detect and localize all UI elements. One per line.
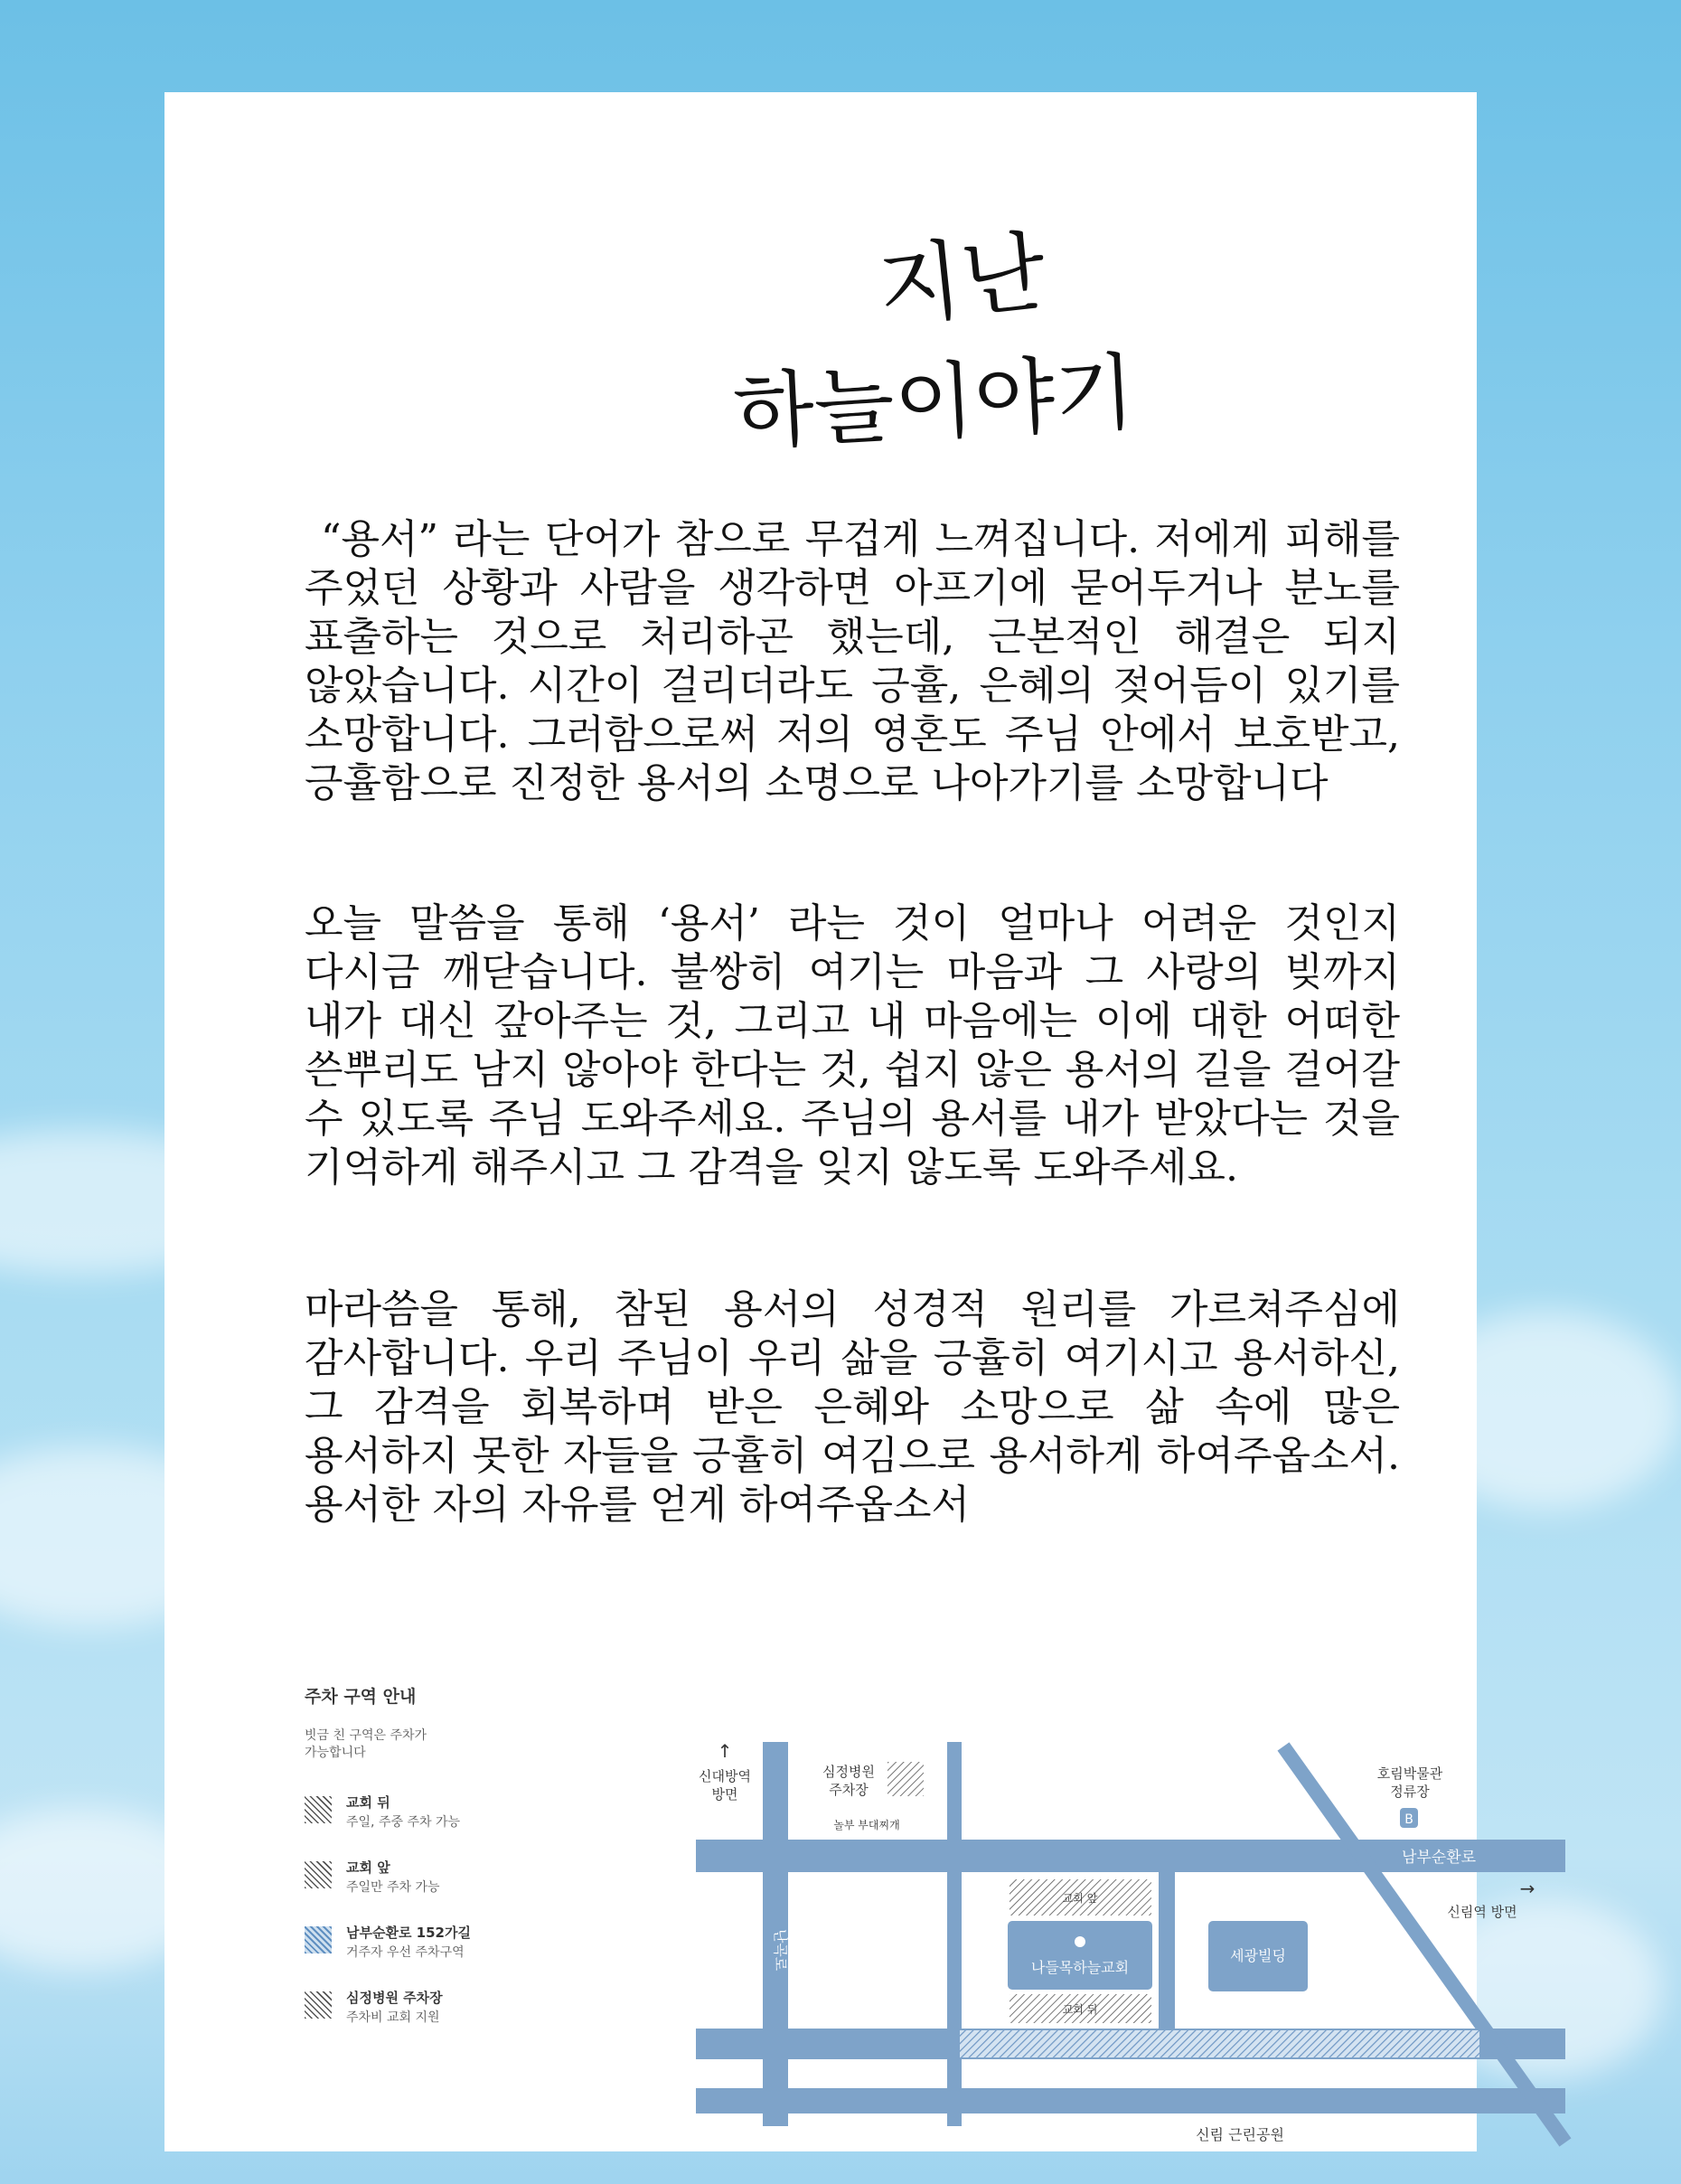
- hatch-swatch: [305, 1991, 332, 2019]
- hatch-swatch: [305, 1861, 332, 1888]
- bus-stop-letter: B: [1404, 1812, 1413, 1827]
- label-nangok-road: 난곡로: [772, 1928, 789, 1972]
- page-card: [164, 92, 1535, 2151]
- parking-item-desc: 주차비 교회 지원: [346, 2010, 440, 2025]
- parking-item-name: 교회 앞: [346, 1859, 390, 1876]
- blue-hatch-swatch: [305, 1926, 332, 1953]
- parking-map: [526, 1656, 1535, 2143]
- sindaebang-arrow-icon: ↑: [717, 1740, 733, 1762]
- title-line2: 하늘이야기: [731, 344, 1138, 462]
- label-park: 신림 근린공원: [1196, 2126, 1284, 2143]
- parking-item-name: 교회 뒤: [346, 1794, 390, 1811]
- parking-item-desc: 주일, 주중 주차 가능: [346, 1815, 460, 1830]
- paragraph-1: “용서” 라는 단어가 참으로 무겁게 느껴집니다. 저에게 피해를 주었던 상황과 사람을 생각하면 아프기에 묻어두거나 분노를 표출하는 것으로 처리하곤 했는데, 근본적인 해결은 되지 않았습니다. 시간이 걸리더라도 긍휼, 은혜의 젖어듬이 있기를 소망합니다. 그러함으로써 저의 영혼도 주님 안에서 보호받고, 긍휼함으로 진정한 용서의 소명으로 나아가기를 소망합니다: [305, 516, 1400, 806]
- hatch-swatch: [305, 1796, 332, 1823]
- parking-item-name: 심정병원 주차장: [346, 1990, 443, 2006]
- label-sillim-station: 신림역 방면: [1447, 1904, 1517, 1920]
- label-church-front: 교회 앞: [1062, 1892, 1098, 1905]
- parking-item-name: 남부순환로 152가길: [346, 1925, 471, 1941]
- parking-item-desc: 거주자 우선 주차구역: [346, 1945, 465, 1960]
- label-hospital: 심정병원: [822, 1764, 875, 1780]
- road-church-side: [1159, 1872, 1175, 2029]
- calligraphy-title: [707, 201, 1195, 490]
- label-segwang: 세광빌딩: [1230, 1947, 1286, 1964]
- label-sindaebang: 신대방역: [699, 1768, 751, 1784]
- label-sindaebang-direction: 방면: [711, 1786, 738, 1803]
- parking-nambu-152: [960, 2030, 1479, 2057]
- label-museum: 호림박물관: [1376, 1765, 1443, 1782]
- church-building: [1008, 1921, 1152, 1990]
- parking-subtitle: 빗금 친 구역은 주차가 가능합니다: [305, 1728, 427, 1760]
- paragraph-2: 오늘 말씀을 통해 ‘용서’ 라는 것이 얼마나 어려운 것인지 다시금 깨닫습니다. 불쌍히 여기는 마음과 그 사랑의 빚까지 내가 대신 갚아주는 것, 그리고 내 마음에는 이에 대한 어떠한 쓴뿌리도 남지 않아야 한다는 것, 쉽지 않은 용서의 길을 걸어갈 수 있도록 주님 도와주세요. 주님의 용서를 내가 받았다는 것을 기억하게 해주시고 그 감격을 잊지 않도록 도와주세요.: [305, 900, 1400, 1191]
- label-hospital-parking: 주차장: [829, 1782, 869, 1798]
- paragraph-3: 마라씀을 통해, 참된 용서의 성경적 원리를 가르쳐주심에 감사합니다. 우리 주님이 우리 삶을 긍휼히 여기시고 용서하신, 그 감격을 회복하며 받은 은혜와 소망으로 삶 속에 많은 용서하지 못한 자들을 긍휼히 여김으로 용서하게 하여주옵소서. 용서한 자의 자유를 얻게 하여주옵소서: [305, 1286, 1400, 1528]
- sillim-arrow-icon: →: [1519, 1878, 1535, 1899]
- label-nambu-road: 남부순환로: [1401, 1849, 1477, 1867]
- parking-hospital: [887, 1762, 924, 1796]
- label-church: 나들목하늘교회: [1030, 1959, 1130, 1976]
- parking-item-desc: 주일만 주차 가능: [346, 1880, 440, 1895]
- label-restaurant: 놀부 부대찌개: [833, 1819, 900, 1831]
- label-church-back: 교회 뒤: [1062, 2003, 1098, 2016]
- label-bus-station: 정류장: [1390, 1784, 1430, 1800]
- road-bottom: [696, 2088, 1565, 2113]
- road-hospital: [947, 1742, 962, 2126]
- church-marker-icon: [1075, 1936, 1085, 1947]
- title-line1: 지난: [873, 221, 1051, 339]
- parking-title: 주차 구역 안내: [305, 1687, 417, 1707]
